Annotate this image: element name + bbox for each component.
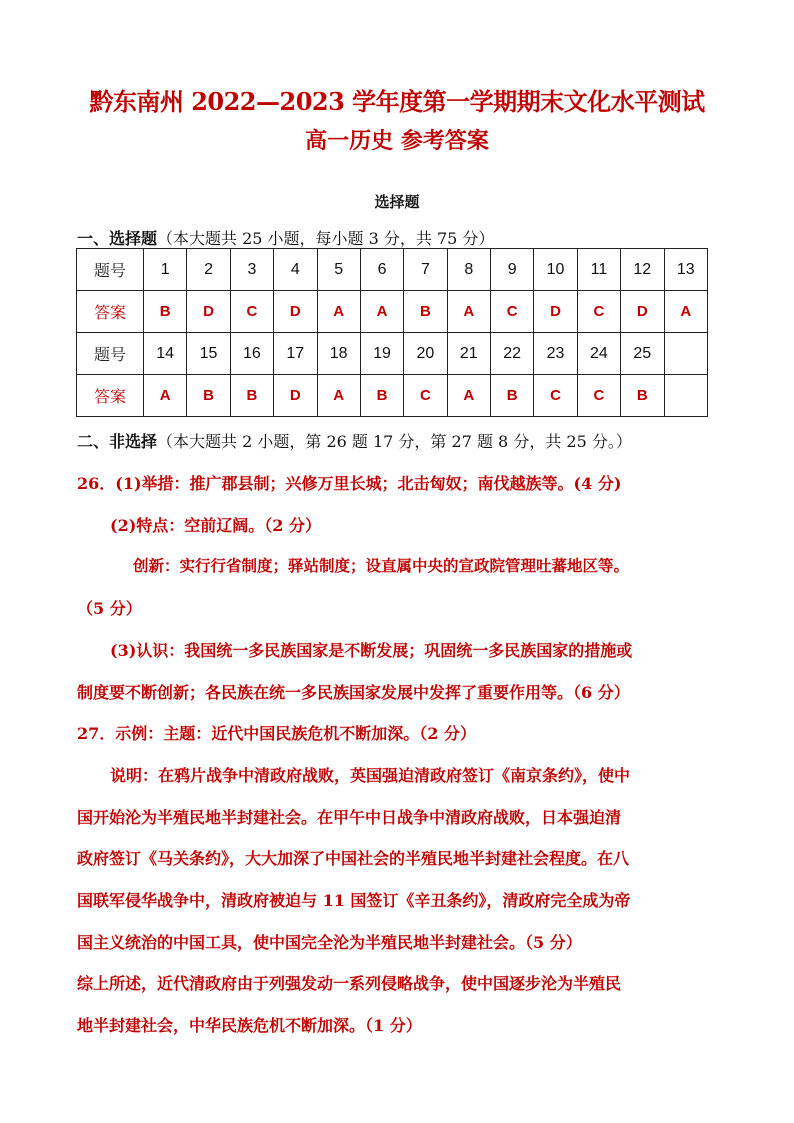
answer-27-conclusion-1: 综上所述，近代清政府由于列强发动一系列侵略战争，使中国逐步沦为半殖民 [77, 974, 622, 993]
answer-26-3-line2: 制度要不断创新；各民族在统一多民族国家发展中发挥了重要作用等。（6 分） [77, 683, 630, 702]
section-heading: 选择题 [374, 193, 420, 211]
question-number: 16 [230, 333, 273, 375]
answer-cell: B [491, 375, 534, 417]
part1-label: 一、选择题 [77, 229, 158, 248]
question-number: 12 [621, 249, 664, 291]
part2-description: （本大题共 2 小题，第 26 题 17 分，第 27 题 8 分，共 25 分。） [157, 432, 632, 451]
question-number: 11 [577, 249, 620, 291]
part2-heading [77, 429, 632, 452]
answer-cell: B [404, 291, 447, 333]
answer-27-line1: 说明：在鸦片战争中清政府战败，英国强迫清政府签订《南京条约》，使中 [110, 766, 631, 785]
question-number: 14 [144, 333, 187, 375]
document-subtitle: 高一历史 参考答案 [305, 128, 489, 154]
empty-cell [664, 333, 708, 375]
question-number: 15 [187, 333, 230, 375]
question-number: 2 [187, 249, 230, 291]
answer-cell: D [274, 375, 317, 417]
answer-cell: C [230, 291, 273, 333]
question-number: 7 [404, 249, 447, 291]
answer-cell: D [274, 291, 317, 333]
question-number-label: 题号 [77, 249, 144, 291]
question-number: 24 [577, 333, 620, 375]
question-number: 5 [317, 249, 360, 291]
answer-27-line4: 国联军侵华战争中，清政府被迫与 11 国签订《辛丑条约》，清政府完全成为帝 [77, 891, 631, 910]
table-row-questions-1 [77, 249, 708, 291]
answer-cell: A [144, 375, 187, 417]
answer-26-3-line1: (3)认识：我国统一多民族国家是不断发展；巩固统一多民族国家的措施或 [110, 641, 633, 660]
part1-description: （本大题共 25 小题，每小题 3 分，共 75 分） [157, 229, 495, 248]
answer-cell: A [360, 291, 403, 333]
answer-cell: A [664, 291, 708, 333]
question-number: 22 [491, 333, 534, 375]
question-number: 19 [360, 333, 403, 375]
answer-cell: D [621, 291, 664, 333]
answer-27-line3: 政府签订《马关条约》，大大加深了中国社会的半殖民地半封建社会程度。在八 [77, 849, 630, 868]
answer-cell: A [317, 291, 360, 333]
document-title: 黔东南州 2022—2023 学年度第一学期期末文化水平测试 [89, 87, 705, 116]
answer-cell: A [447, 291, 490, 333]
question-number: 10 [534, 249, 577, 291]
question-number: 4 [274, 249, 317, 291]
question-number: 1 [144, 249, 187, 291]
question-number: 20 [404, 333, 447, 375]
answer-label: 答案 [77, 291, 144, 333]
question-number-label: 题号 [77, 333, 144, 375]
answer-cell: B [621, 375, 664, 417]
question-number: 8 [447, 249, 490, 291]
answer-27-conclusion-2: 地半封建社会，中华民族危机不断加深。（1 分） [77, 1016, 422, 1035]
answer-table [76, 248, 708, 417]
question-number: 9 [491, 249, 534, 291]
question-number: 6 [360, 249, 403, 291]
answer-cell: B [230, 375, 273, 417]
answer-26-2: (2)特点：空前辽阔。（2 分） [110, 516, 321, 535]
answer-26-2-score: （5 分） [77, 599, 142, 618]
answer-27-theme: 27．示例：主题：近代中国民族危机不断加深。（2 分） [77, 724, 476, 743]
answer-26-1: 26．(1)举措：推广郡县制；兴修万里长城；北击匈奴；南伐越族等。(4 分) [77, 474, 622, 493]
part2-label: 二、非选择 [77, 432, 158, 451]
question-number: 23 [534, 333, 577, 375]
empty-cell [664, 375, 708, 417]
answer-cell: D [534, 291, 577, 333]
question-number: 13 [664, 249, 708, 291]
answer-cell: A [317, 375, 360, 417]
question-number: 18 [317, 333, 360, 375]
answer-27-line2: 国开始沦为半殖民地半封建社会。在甲午中日战争中清政府战败，日本强迫清 [77, 808, 622, 827]
answer-cell: A [447, 375, 490, 417]
answer-26-2-innovation: 创新：实行行省制度；驿站制度；设直属中央的宣政院管理吐蕃地区等。 [133, 556, 630, 575]
answer-cell: D [187, 291, 230, 333]
answer-cell: C [577, 291, 620, 333]
answer-cell: B [144, 291, 187, 333]
answer-cell: C [577, 375, 620, 417]
answer-cell: B [360, 375, 403, 417]
table-row-answers-1 [77, 291, 708, 333]
answer-label: 答案 [77, 375, 144, 417]
table-row-questions-2 [77, 333, 708, 375]
question-number: 25 [621, 333, 664, 375]
question-number: 21 [447, 333, 490, 375]
answer-cell: C [534, 375, 577, 417]
question-number: 3 [230, 249, 273, 291]
answer-cell: B [187, 375, 230, 417]
question-number: 17 [274, 333, 317, 375]
table-row-answers-2 [77, 375, 708, 417]
answer-cell: C [404, 375, 447, 417]
answer-27-line5: 国主义统治的中国工具，使中国完全沦为半殖民地半封建社会。（5 分） [77, 933, 582, 952]
part1-heading [77, 226, 494, 249]
answer-cell: C [491, 291, 534, 333]
